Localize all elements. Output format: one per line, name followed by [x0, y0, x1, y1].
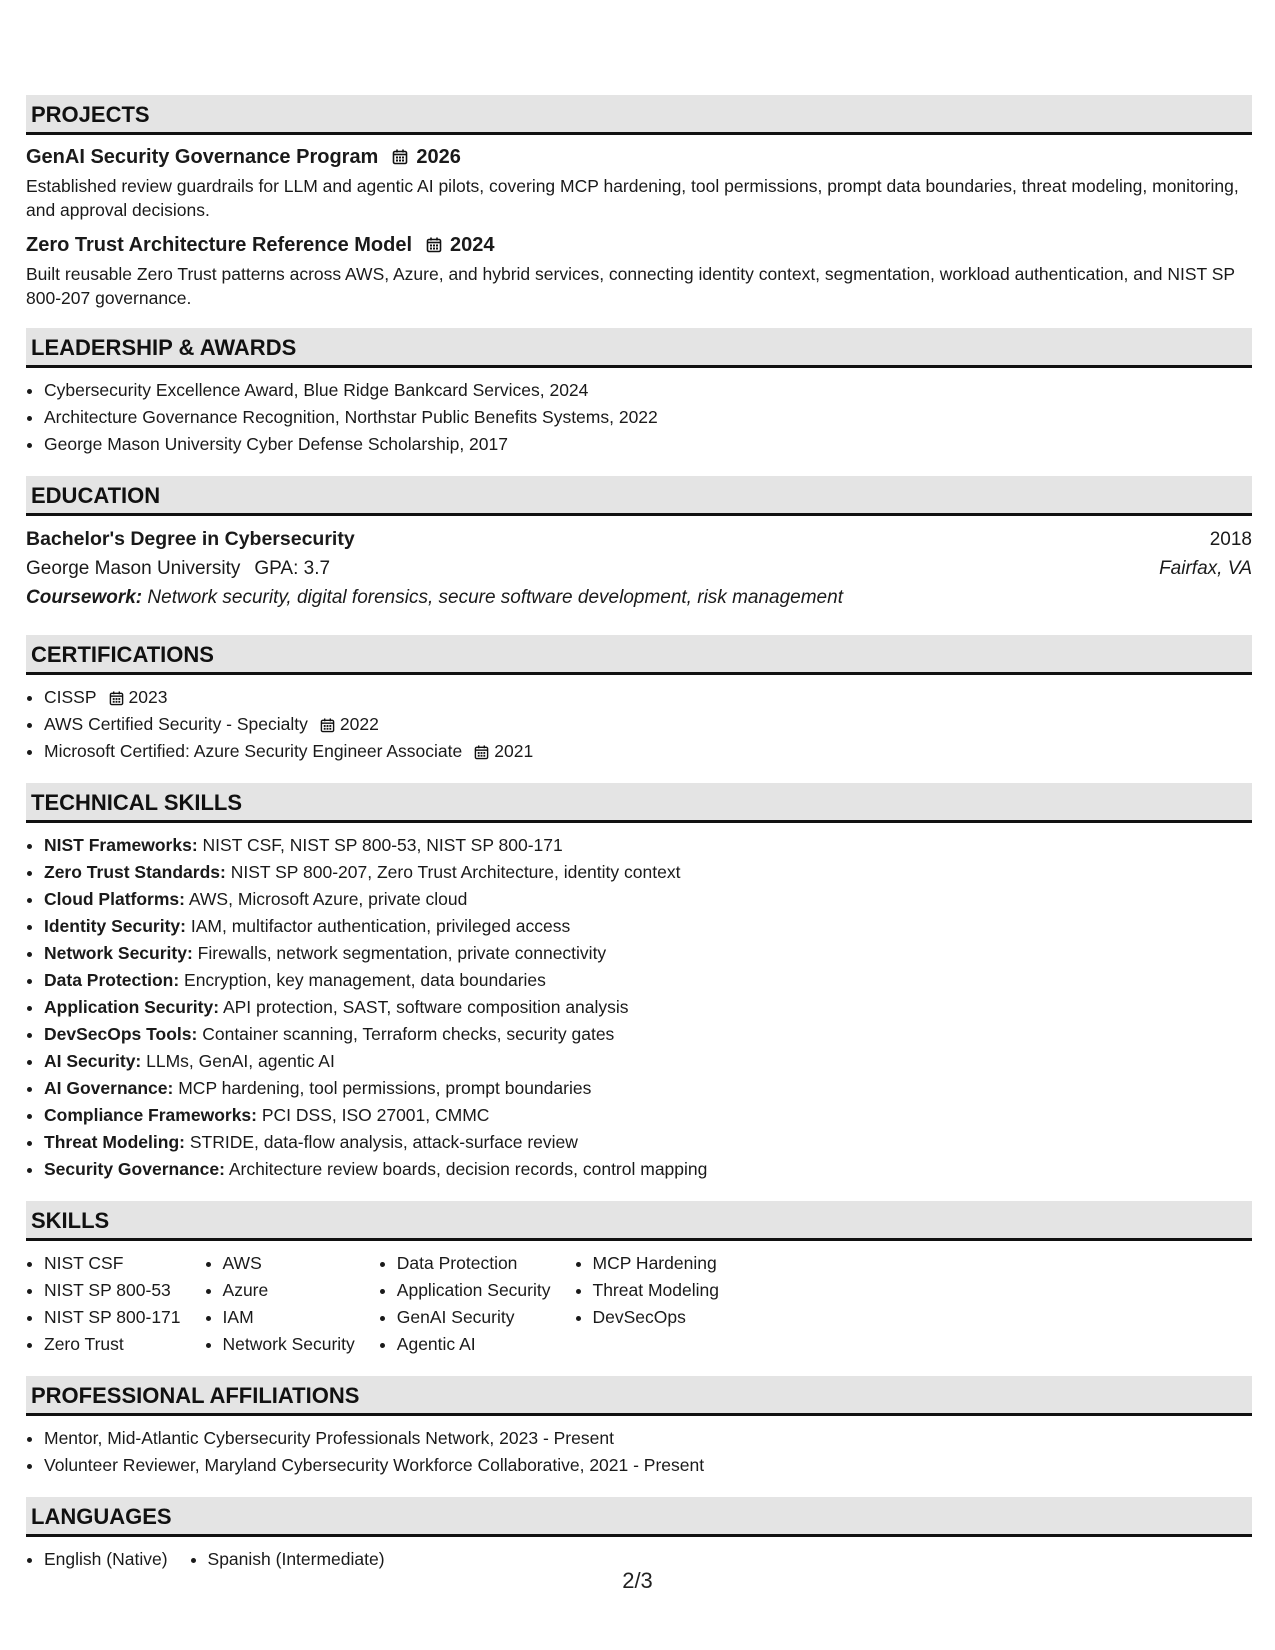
skill-category-values: NIST SP 800-207, Zero Trust Architecture, identity context: [230, 862, 681, 882]
section-heading: PROFESSIONAL AFFILIATIONS: [26, 1376, 1252, 1416]
certification-year: 2021: [494, 741, 534, 761]
certification-name: AWS Certified Security - Specialty: [44, 714, 308, 734]
section-heading: SKILLS: [26, 1201, 1252, 1241]
skill-category-values: AWS, Microsoft Azure, private cloud: [188, 889, 468, 909]
education-location: Fairfax, VA: [1159, 558, 1252, 579]
technical-skill-item: [44, 1021, 1252, 1048]
technical-skills-list: [26, 832, 1252, 1183]
technical-skill-item: [44, 994, 1252, 1021]
project-year: 2024: [450, 234, 495, 256]
skill-category-label: Identity Security:: [44, 916, 186, 936]
skill-category-values: PCI DSS, ISO 27001, CMMC: [261, 1105, 490, 1125]
projects-section: [26, 95, 1252, 310]
certification-year: 2023: [128, 687, 168, 707]
skill-item: • Agentic AI: [397, 1331, 551, 1358]
technical-skill-item: [44, 1075, 1252, 1102]
skill-category-label: Security Governance:: [44, 1159, 225, 1179]
coursework: [26, 583, 1252, 613]
gpa: GPA: 3.7: [254, 558, 331, 579]
technical-skill-item: [44, 886, 1252, 913]
skills-column: [205, 1250, 355, 1358]
skill-item: • MCP Hardening: [593, 1250, 719, 1277]
technical-skill-item: [44, 1048, 1252, 1075]
skills-column: [575, 1250, 719, 1358]
skill-category-values: NIST CSF, NIST SP 800-53, NIST SP 800-171: [202, 835, 563, 855]
project-year: 2026: [416, 146, 461, 168]
section-heading: EDUCATION: [26, 476, 1252, 516]
skill-category-values: Encryption, key management, data boundaries: [184, 970, 546, 990]
project-title: Zero Trust Architecture Reference Model: [26, 234, 413, 256]
skill-item: • IAM: [223, 1304, 355, 1331]
calendar-icon: [474, 745, 489, 760]
skill-category-label: Network Security:: [44, 943, 193, 963]
project-item: [26, 144, 1252, 222]
certifications-section: [26, 635, 1252, 765]
technical-skill-item: [44, 1129, 1252, 1156]
list-item: • Volunteer Reviewer, Maryland Cybersecurity Workforce Collaborative, 2021 - Present: [44, 1452, 1252, 1479]
skill-category-label: AI Governance:: [44, 1078, 174, 1098]
technical-skill-item: [44, 940, 1252, 967]
skills-section: [26, 1201, 1252, 1358]
certification-item: [44, 711, 1252, 738]
skill-category-values: API protection, SAST, software composition analysis: [222, 997, 629, 1017]
awards-section: [26, 328, 1252, 458]
section-heading: LEADERSHIP & AWARDS: [26, 328, 1252, 368]
technical-skill-item: [44, 967, 1252, 994]
language-item: • English (Native): [44, 1546, 168, 1573]
certification-year: 2022: [339, 714, 379, 734]
skill-item: • Network Security: [223, 1331, 355, 1358]
skill-category-label: Compliance Frameworks:: [44, 1105, 257, 1125]
languages-section: [26, 1497, 1252, 1573]
certification-name: Microsoft Certified: Azure Security Engineer Associate: [44, 741, 463, 761]
skill-item: • GenAI Security: [397, 1304, 551, 1331]
page-number: 2/3: [622, 1568, 653, 1593]
project-title: GenAI Security Governance Program: [26, 146, 379, 168]
skill-category-label: Threat Modeling:: [44, 1132, 185, 1152]
certification-name: CISSP: [44, 687, 97, 707]
technical-skill-item: [44, 913, 1252, 940]
coursework-list: Network security, digital forensics, secure software development, risk management: [147, 587, 843, 608]
skill-category-label: Application Security:: [44, 997, 220, 1017]
skill-item: • Zero Trust: [44, 1331, 181, 1358]
list-item: • Architecture Governance Recognition, Northstar Public Benefits Systems, 2022: [44, 404, 1252, 431]
graduation-year: 2018: [1209, 529, 1252, 550]
technical-skills-section: [26, 783, 1252, 1183]
skill-category-label: Data Protection:: [44, 970, 180, 990]
skill-item: • NIST SP 800-53: [44, 1277, 181, 1304]
institution-name: George Mason University: [26, 558, 241, 579]
skill-category-label: DevSecOps Tools:: [44, 1024, 198, 1044]
skills-grid: [26, 1250, 1252, 1358]
education-section: [26, 476, 1252, 613]
affiliations-section: [26, 1376, 1252, 1479]
resume-page: [26, 95, 1252, 1591]
project-description: Established review guardrails for LLM and agentic AI pilots, covering MCP hardening, tool permissions, prompt data boundaries, threat modeling, monitoring, and approval decisions.: [26, 176, 1239, 220]
technical-skill-item: [44, 859, 1252, 886]
technical-skill-item: [44, 832, 1252, 859]
skill-category-values: Firewalls, network segmentation, private connectivity: [197, 943, 607, 963]
skills-column: [26, 1250, 181, 1358]
skill-category-label: NIST Frameworks:: [44, 835, 198, 855]
list-item: • Mentor, Mid-Atlantic Cybersecurity Professionals Network, 2023 - Present: [44, 1425, 1252, 1452]
skill-category-label: AI Security:: [44, 1051, 142, 1071]
section-heading: PROJECTS: [26, 95, 1252, 135]
coursework-label: Coursework:: [26, 587, 143, 608]
technical-skill-item: [44, 1102, 1252, 1129]
skill-category-label: Zero Trust Standards:: [44, 862, 226, 882]
skill-item: • Azure: [223, 1277, 355, 1304]
skill-item: • AWS: [223, 1250, 355, 1277]
certification-item: [44, 684, 1252, 711]
skill-category-label: Cloud Platforms:: [44, 889, 185, 909]
skill-item: • Application Security: [397, 1277, 551, 1304]
skill-category-values: LLMs, GenAI, agentic AI: [146, 1051, 335, 1071]
project-item: [26, 232, 1252, 310]
skill-item: • NIST SP 800-171: [44, 1304, 181, 1331]
list-item: • George Mason University Cyber Defense Scholarship, 2017: [44, 431, 1252, 458]
degree-title: Bachelor's Degree in Cybersecurity: [26, 528, 355, 550]
skill-item: • NIST CSF: [44, 1250, 181, 1277]
skill-item: • Data Protection: [397, 1250, 551, 1277]
skill-category-values: Architecture review boards, decision records, control mapping: [228, 1159, 708, 1179]
section-heading: CERTIFICATIONS: [26, 635, 1252, 675]
calendar-icon: [392, 149, 408, 165]
skill-category-values: MCP hardening, tool permissions, prompt boundaries: [178, 1078, 592, 1098]
skills-column: [379, 1250, 551, 1358]
calendar-icon: [320, 718, 335, 733]
list-item: • Cybersecurity Excellence Award, Blue Ridge Bankcard Services, 2024: [44, 377, 1252, 404]
language-item: • Spanish (Intermediate): [208, 1546, 385, 1573]
certification-item: [44, 738, 1252, 765]
skill-item: • Threat Modeling: [593, 1277, 719, 1304]
skill-category-values: STRIDE, data-flow analysis, attack-surface review: [189, 1132, 578, 1152]
section-heading: LANGUAGES: [26, 1497, 1252, 1537]
skill-item: • DevSecOps: [593, 1304, 719, 1331]
skill-category-values: Container scanning, Terraform checks, security gates: [202, 1024, 615, 1044]
skill-category-values: IAM, multifactor authentication, privileged access: [190, 916, 571, 936]
section-heading: TECHNICAL SKILLS: [26, 783, 1252, 823]
calendar-icon: [109, 691, 124, 706]
project-description: Built reusable Zero Trust patterns across AWS, Azure, and hybrid services, connecting identity context, segmentation, workload authentication, and NIST SP 800-207 governance.: [26, 264, 1235, 308]
calendar-icon: [426, 237, 442, 253]
technical-skill-item: [44, 1156, 1252, 1183]
